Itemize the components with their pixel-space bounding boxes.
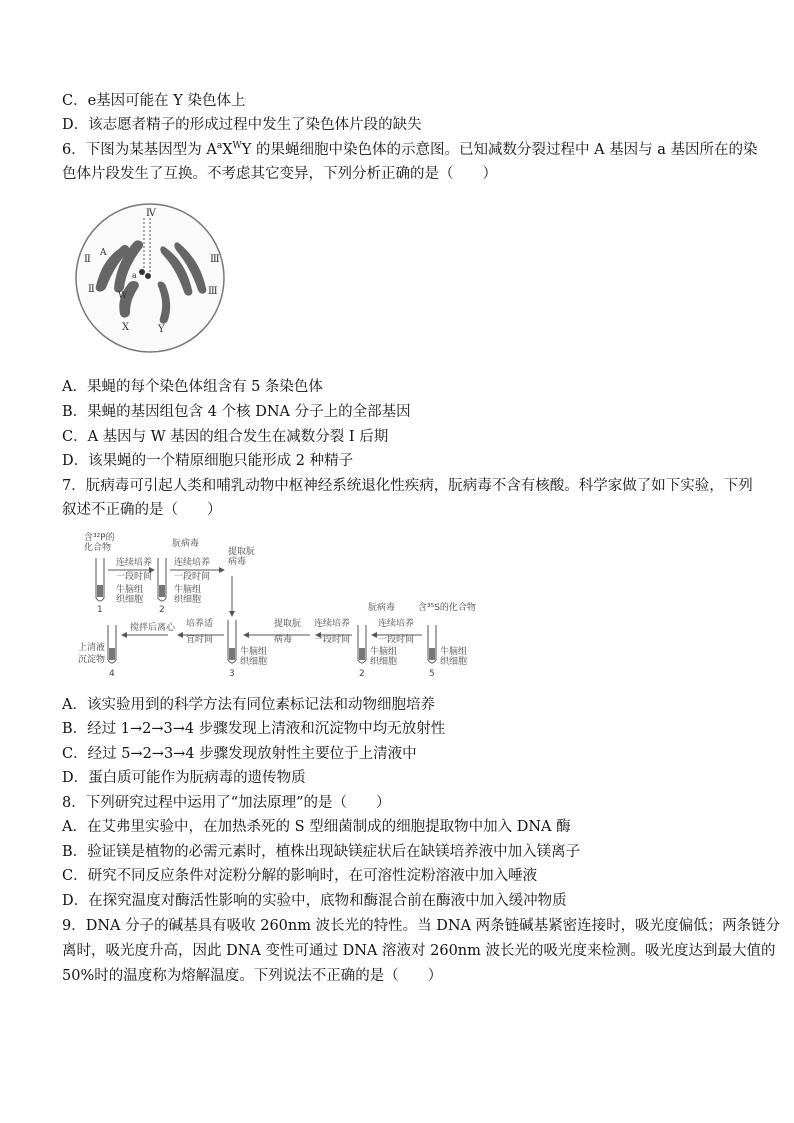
option-d-q8: D．在探究温度对酶活性影响的实验中，底物和酶混合前在酶液中加入缓冲物质 — [62, 893, 567, 909]
question-9-line1: 9．DNA 分子的碱基具有吸收 260nm 波长光的特性。当 DNA 两条链碱基紧密连接时，吸光度偏低；两条链分 — [62, 918, 781, 934]
fig7-incubate: 培养适 — [186, 619, 214, 629]
option-c-q5: C．e基因可能在 Y 染色体上 — [62, 93, 246, 109]
fig7-cow5: 牛脑组 — [440, 647, 468, 657]
label-Y: Y — [158, 324, 165, 335]
fig7-tube2b: 2 — [359, 669, 365, 679]
fig7-prion2: 朊病毒 — [368, 603, 396, 613]
fig7-culture2: 连续培养 — [174, 558, 211, 568]
fig7-cow2: 牛脑组 — [174, 585, 202, 595]
fig7-cow1: 牛脑组 — [116, 585, 144, 595]
fig7-tube4: 4 — [109, 669, 115, 679]
option-b-q8: B．验证镁是植物的必需元素时，植株出现缺镁症状后在缺镁培养液中加入镁离子 — [62, 844, 581, 860]
prion-experiment-figure — [78, 530, 488, 680]
fig7-p32-label2: 化合物 — [84, 543, 112, 553]
fig7-extract2b: 病毒 — [274, 635, 293, 645]
fig7-extract1b: 病毒 — [228, 557, 247, 567]
option-c-q8: C．研究不同反应条件对淀粉分解的影响时，在可溶性淀粉溶液中加入唾液 — [62, 868, 538, 884]
question-8: 8．下列研究过程中运用了“加法原理”的是（ ） — [62, 795, 391, 811]
question-9-line3: 50%时的温度称为熔解温度。下列说法不正确的是（ ） — [62, 968, 443, 984]
fig7-cow5b: 织细胞 — [440, 657, 468, 667]
fig7-cow4: 牛脑组 — [370, 647, 398, 657]
option-c-q7: C．经过 5→2→3→4 步骤发现放射性主要位于上清液中 — [62, 746, 417, 762]
label-W: W — [118, 291, 128, 301]
fig7-tube3: 3 — [229, 669, 235, 679]
option-b-q6: B．果蝇的基因组包含 4 个核 DNA 分子上的全部基因 — [62, 404, 411, 420]
fig7-cow4b: 织细胞 — [370, 657, 398, 667]
label-II-a: Ⅱ — [84, 254, 91, 265]
fig7-sediment: 沉淀物 — [78, 655, 106, 665]
fig7-stir: 搅拌后离心 — [130, 623, 176, 633]
question-6-line2: 色体片段发生了互换。不考虑其它变异，下列分析正确的是（ ） — [62, 166, 497, 182]
fig7-incubate2: 宜时间 — [186, 635, 214, 645]
label-III-b: Ⅲ — [208, 286, 218, 297]
label-IV: Ⅳ — [146, 208, 156, 219]
question-7-line2: 叙述不正确的是（ ） — [62, 502, 222, 518]
fig7-cow3: 牛脑组 — [240, 647, 268, 657]
fig7-prion1: 朊病毒 — [172, 539, 200, 549]
fig7-tube1: 1 — [97, 605, 103, 615]
fig7-cow2b: 织细胞 — [174, 595, 202, 605]
option-a-q8: A．在艾弗里实验中，在加热杀死的 S 型细菌制成的细胞提取物中加入 DNA 酶 — [62, 819, 571, 835]
label-X: X — [122, 322, 130, 333]
fig7-tube2: 2 — [159, 605, 165, 615]
fig7-cow3b: 织细胞 — [240, 657, 268, 667]
fig7-period1: 一段时间 — [116, 572, 153, 582]
option-b-q7: B．经过 1→2→3→4 步骤发现上清液和沉淀物中均无放射性 — [62, 721, 446, 737]
fig7-period4: 一段时间 — [378, 635, 415, 645]
fig7-s35-label: 含³⁵S的化合物 — [418, 603, 476, 613]
option-d-q6: D．该果蝇的一个精原细胞只能形成 2 种精子 — [62, 453, 354, 469]
fig7-period3: 一段时间 — [314, 635, 351, 645]
option-c-q6: C．A 基因与 W 基因的组合发生在减数分裂 I 后期 — [62, 429, 389, 445]
label-II-b: Ⅱ — [88, 284, 95, 295]
fig7-tube5: 5 — [429, 669, 435, 679]
option-d-q5: D．该志愿者精子的形成过程中发生了染色体片段的缺失 — [62, 117, 422, 133]
option-d-q7: D．蛋白质可能作为朊病毒的遗传物质 — [62, 770, 306, 786]
fig7-p32-label: 含³²P的 — [84, 533, 115, 543]
option-a-q7: A．该实验用到的科学方法有同位素标记法和动物细胞培养 — [62, 697, 435, 713]
fig7-cow1b: 织细胞 — [116, 595, 144, 605]
fig7-culture1: 连续培养 — [116, 558, 153, 568]
label-III-a: Ⅲ — [210, 254, 220, 265]
fig7-culture4: 连续培养 — [378, 619, 415, 629]
label-a: a — [132, 271, 137, 280]
fig7-extract1: 提取朊 — [228, 547, 256, 557]
fig7-period2: 一段时间 — [174, 572, 211, 582]
fig7-culture3: 连续培养 — [314, 619, 351, 629]
fig7-extract2: 提取朊 — [274, 619, 302, 629]
fig7-supernatant: 上清液 — [78, 643, 106, 653]
question-6-line1: 6．下图为某基因型为 $A^aX^WY$ 的果蝇细胞中染色体的示意图。已知减数分裂过程中 A 基因与 a 基因所在的染 — [62, 141, 758, 158]
chromosome-figure — [62, 200, 242, 365]
label-A: A — [100, 248, 107, 258]
question-7-line1: 7．朊病毒可引起人类和哺乳动物中枢神经系统退化性疾病，朊病毒不含有核酸。科学家做了如下实验，下列 — [62, 478, 753, 494]
option-a-q6: A．果蝇的每个染色体组含有 5 条染色体 — [62, 379, 323, 395]
question-9-line2: 离时，吸光度升高，因此 DNA 变性可通过 DNA 溶液对 260nm 波长光的吸光度来检测。吸光度达到最大值的 — [62, 943, 776, 959]
